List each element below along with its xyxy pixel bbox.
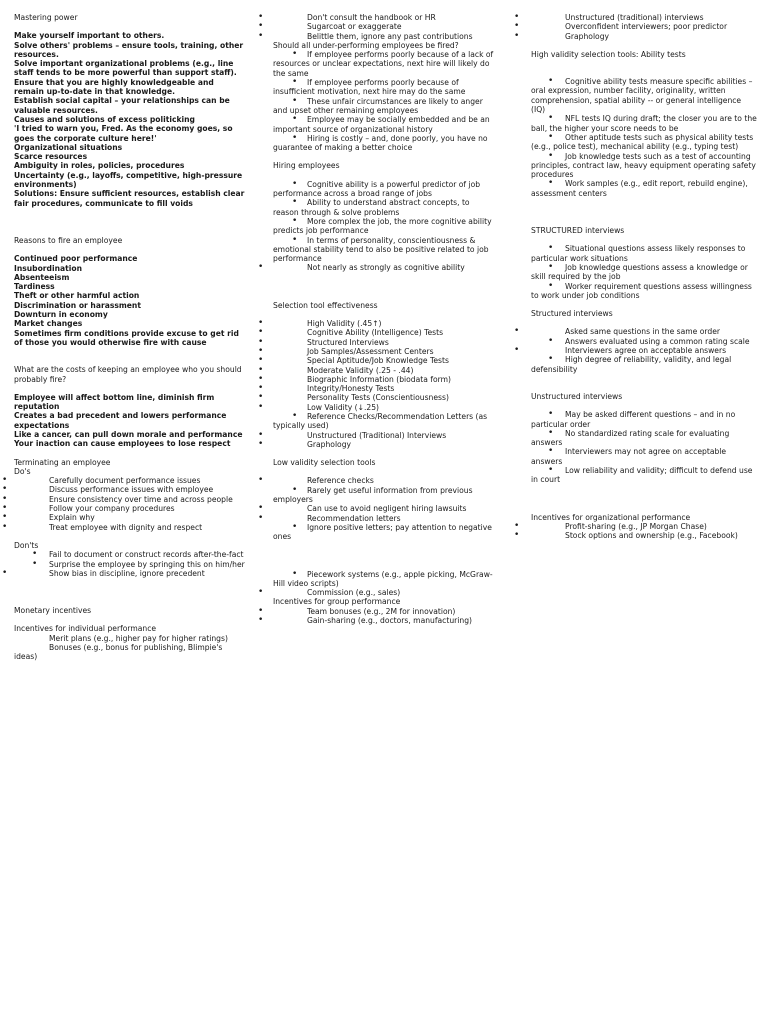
list-item: • Team bonuses (e.g., 2M for innovation) [273, 607, 495, 616]
list-item: • Employee may be socially embedded and be an important source of organizational history [273, 115, 495, 134]
list-item: • Ability to understand abstract concepts, to reason through & solve problems [273, 198, 495, 217]
list-item: • Other aptitude tests such as physical ability tests (e.g., police test), mechanical ability (e.g., typing test) [531, 133, 757, 152]
text-line: Causes and solutions of excess politicking [14, 114, 195, 124]
list-item: • Profit-sharing (e.g., JP Morgan Chase) [531, 522, 757, 531]
underperforming-heading: Should all under-performing employees be fired? [273, 40, 459, 50]
list-item: • Not nearly as strongly as cognitive ability [273, 263, 495, 272]
list-item: • Low Validity (↓.25) [273, 403, 495, 412]
list-item: • Cognitive Ability (Intelligence) Tests [273, 328, 495, 337]
text-line: Ambiguity in roles, policies, procedures [14, 161, 185, 171]
list-item: • Gain-sharing (e.g., doctors, manufacturing) [273, 616, 495, 625]
list-item: • NFL tests IQ during draft; the closer you are to the ball, the higher your score needs to be [531, 114, 757, 133]
org-incentives-heading: Incentives for organizational performance [531, 512, 691, 522]
list-item: • If employee performs poorly because of insufficient motivation, next hire may do the same [273, 78, 495, 97]
list-item: • Carefully document performance issues [14, 476, 246, 485]
text-line: Uncertainty (e.g., layoffs, competitive, high-pressure environments) [14, 170, 243, 190]
list-item: • If employee performs poorly because of a lack of resources or unclear expectations, next hire will likely do the same [273, 50, 495, 78]
list-item: • Don't consult the handbook or HR [273, 13, 495, 22]
donts-continued-list [273, 13, 495, 41]
list-item: • Reference checks [273, 476, 495, 485]
reasons-to-fire-heading: Reasons to fire an employee [14, 235, 123, 245]
text-line: Merit plans (e.g., higher pay for higher ratings) [49, 633, 228, 643]
list-item: • Surprise the employee by springing this on him/her [14, 560, 246, 569]
list-item: • More complex the job, the more cognitive ability predicts job performance [273, 217, 495, 236]
list-item: • Rarely get useful information from previous employers [273, 486, 495, 505]
list-item: • Piecework systems (e.g., apple picking, McGraw-Hill video scripts) [273, 570, 495, 589]
list-item: • Interviewers agree on acceptable answers [531, 346, 757, 355]
list-item: • Situational questions assess likely responses to particular work situations [531, 244, 757, 263]
list-item: • Unstructured (Traditional) Interviews [273, 431, 495, 440]
list-item: • Treat employee with dignity and respect [14, 523, 246, 532]
list-item: • Fail to document or construct records after-the-fact [14, 550, 246, 559]
list-item: • Graphology [273, 440, 495, 449]
list-item: • Biographic Information (biodata form) [273, 375, 495, 384]
mastering-power-heading: Mastering power [14, 13, 78, 22]
text-line: Scarce resources [14, 152, 88, 162]
text-line: Solutions: Ensure sufficient resources, establish clear fair procedures, communicate to fill voids [14, 189, 245, 208]
list-item: • Interviewers may not agree on acceptable answers [531, 447, 757, 466]
list-item: • Can use to avoid negligent hiring lawsuits [273, 504, 495, 513]
list-item: • High Validity (.45↑) [273, 319, 495, 328]
text-line: Insubordination [14, 263, 82, 273]
structured-caps-list [531, 244, 757, 300]
donts-list [14, 550, 246, 578]
column-middle [273, 13, 495, 625]
list-item: • In terms of personality, conscientiousness & emotional stability tend to also be positive related to job performance [273, 236, 495, 264]
text-line: Downturn in economy [14, 310, 108, 320]
text-line: Continued poor performance [14, 254, 138, 264]
list-item: • Special Aptitude/Job Knowledge Tests [273, 356, 495, 365]
list-item: • Follow your company procedures [14, 504, 246, 513]
column-left [14, 13, 246, 662]
ability-tests-heading: High validity selection tools: Ability tests [531, 49, 686, 59]
hiring-list [273, 180, 495, 273]
individual-incentives-list [273, 570, 495, 598]
monetary-incentives-heading: Monetary incentives [14, 606, 92, 616]
structured-interviews-list [531, 327, 757, 373]
list-item: • Structured Interviews [273, 338, 495, 347]
text-line: Theft or other harmful action [14, 291, 140, 301]
column-right [531, 13, 757, 540]
list-item: • Moderate Validity (.25 - .44) [273, 366, 495, 375]
unstructured-interviews-heading: Unstructured interviews [531, 391, 623, 401]
list-item: • Recommendation letters [273, 514, 495, 523]
dos-list [14, 476, 246, 532]
list-item: • Stock options and ownership (e.g., Facebook) [531, 531, 757, 540]
list-item: • Unstructured (traditional) interviews [531, 13, 757, 22]
list-item: • Work samples (e.g., edit report, rebuild engine), assessment centers [531, 179, 757, 198]
structured-interviews-heading: Structured interviews [531, 309, 613, 319]
list-item: • Answers evaluated using a common rating scale [531, 337, 757, 346]
text-line: Discrimination or harassment [14, 300, 141, 310]
donts-heading: Don'ts [14, 540, 39, 550]
low-validity-list [273, 476, 495, 541]
selection-tool-list [273, 319, 495, 449]
list-item: • Job knowledge questions assess a knowledge or skill required by the job [531, 263, 757, 282]
group-incentives-heading: Incentives for group performance [273, 597, 401, 607]
list-item: • Low reliability and validity; difficult to defend use in court [531, 466, 757, 485]
text-line: Tardiness [14, 282, 55, 292]
costs-text [14, 393, 246, 449]
list-item: • Ensure consistency over time and across people [14, 495, 246, 504]
org-incentives-list [531, 522, 757, 541]
text-line: Bonuses (e.g., bonus for publishing, Blimpie's ideas) [14, 643, 223, 662]
terminating-heading: Terminating an employee [14, 457, 111, 467]
text-line: Your inaction can cause employees to lose respect [14, 439, 231, 449]
text-line: Market changes [14, 319, 83, 329]
text-line: Absenteeism [14, 272, 70, 282]
dos-heading: Do's [14, 466, 31, 476]
list-item: • Discuss performance issues with employee [14, 485, 246, 494]
list-item: • Job knowledge tests such as a test of accounting principles, contract law, heavy equipment operating safety procedures [531, 152, 757, 180]
list-item: • Worker requirement questions assess willingness to work under job conditions [531, 282, 757, 301]
hiring-heading: Hiring employees [273, 161, 340, 171]
individual-incentives-heading: Incentives for individual performance [14, 624, 157, 634]
text-line: Solve others' problems – ensure tools, training, other resources. [14, 40, 244, 59]
unstructured-interviews-list [531, 410, 757, 484]
group-incentives-list [273, 607, 495, 626]
selection-tool-heading: Selection tool effectiveness [273, 300, 378, 310]
list-item: • Job Samples/Assessment Centers [273, 347, 495, 356]
list-item: • Reference Checks/Recommendation Letters (as typically used) [273, 412, 495, 431]
text-line: Sometimes firm conditions provide excuse to get rid of those you would otherwise fire with cause [14, 328, 239, 347]
ability-tests-list [531, 77, 757, 198]
list-item: • Belittle them, ignore any past contributions [273, 32, 495, 41]
list-item: • Explain why [14, 513, 246, 522]
text-line: Solve important organizational problems (e.g., line staff tends to be more powerful than support staff). [14, 59, 237, 78]
list-item: • Cognitive ability is a powerful predictor of job performance across a broad range of jobs [273, 180, 495, 199]
list-item: • High degree of reliability, validity, and legal defensibility [531, 355, 757, 374]
list-item: • Ignore positive letters; pay attention to negative ones [273, 523, 495, 542]
list-item: • Show bias in discipline, ignore precedent [14, 569, 246, 578]
text-line: Ensure that you are highly knowledgeable and remain up-to-date in that knowledge. [14, 77, 214, 97]
text-line: Employee will affect bottom line, diminish firm reputation [14, 392, 215, 412]
underperforming-list [273, 50, 495, 152]
list-item: • No standardized rating scale for evaluating answers [531, 429, 757, 448]
list-item: • May be asked different questions – and in no particular order [531, 410, 757, 429]
list-item: • Personality Tests (Conscientiousness) [273, 393, 495, 402]
text-line: Like a cancer, can pull down morale and performance [14, 429, 243, 439]
structured-caps-heading: STRUCTURED interviews [531, 226, 625, 236]
reasons-to-fire-text [14, 254, 246, 347]
low-validity-heading: Low validity selection tools [273, 458, 376, 468]
list-item: • Sugarcoat or exaggerate [273, 22, 495, 31]
text-line: Organizational situations [14, 142, 123, 152]
text-line: Make yourself important to others. [14, 31, 165, 41]
mastering-power-text [14, 31, 246, 208]
list-item: • Asked same questions in the same order [531, 327, 757, 336]
list-item: • Graphology [531, 32, 757, 41]
text-line: Establish social capital – your relationships can be valuable resources. [14, 96, 230, 115]
list-item: • Integrity/Honesty Tests [273, 384, 495, 393]
list-item: • These unfair circumstances are likely to anger and upset other remaining employees [273, 97, 495, 116]
text-line: 'I tried to warn you, Fred. As the economy goes, so goes the corporate culture here!' [14, 124, 233, 143]
text-line: Creates a bad precedent and lowers performance expectations [14, 411, 227, 430]
list-item: • Overconfident interviewers; poor predictor [531, 22, 757, 31]
costs-heading: What are the costs of keeping an employee who you should probably fire? [14, 365, 242, 384]
list-item: • Commission (e.g., sales) [273, 588, 495, 597]
list-item: • Hiring is costly – and, done poorly, you have no guarantee of making a better choice [273, 134, 495, 153]
low-validity-continued-list [531, 13, 757, 41]
list-item: • Cognitive ability tests measure specific abilities – oral expression, number facility, originality, written comprehension, spatial ability -- or general intelligence (IQ) [531, 77, 757, 114]
